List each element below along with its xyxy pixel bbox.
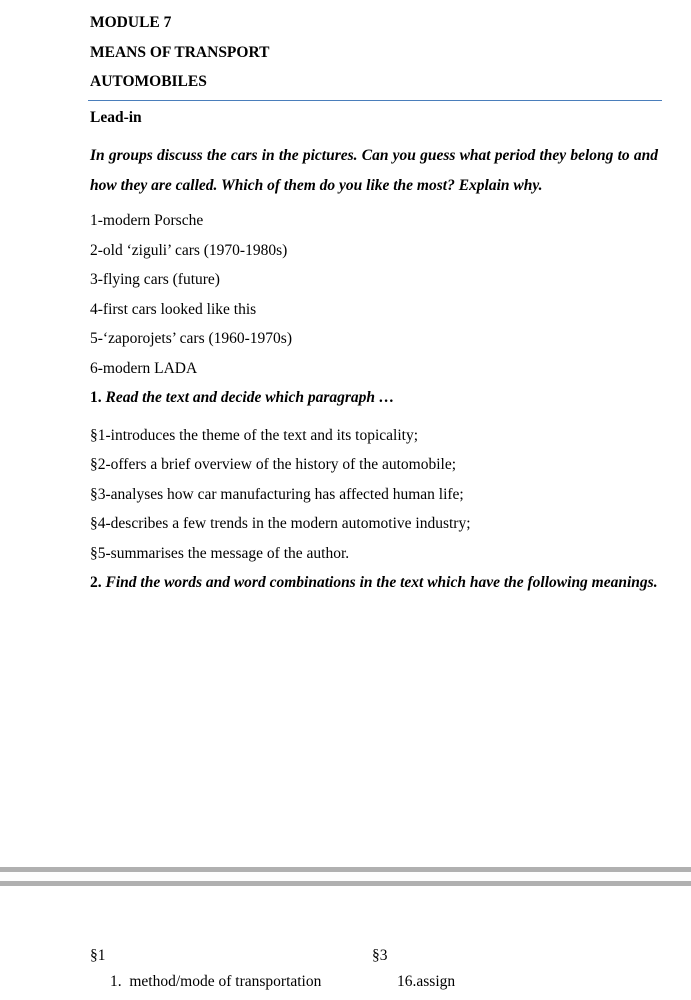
lead-in-heading: Lead-in bbox=[90, 108, 142, 126]
right-column bbox=[372, 943, 658, 995]
paragraph-list-item: §2-offers a brief overview of the history of the automobile; bbox=[90, 456, 457, 473]
means-of-transport-heading: MEANS OF TRANSPORT bbox=[90, 43, 270, 61]
right-column-item: 16.assign bbox=[397, 973, 456, 990]
intro-paragraph: In groups discuss the cars in the pictures. Can you guess what period they belong to and how they are called. Which of them do you like the most? Explain why. bbox=[90, 147, 658, 194]
page-break bbox=[0, 867, 691, 886]
car-list-item: 5-‘zaporojets’ cars (1960-1970s) bbox=[90, 330, 292, 347]
task-2-heading bbox=[90, 568, 658, 598]
page-2 bbox=[0, 886, 691, 1000]
left-column bbox=[90, 943, 372, 995]
section-divider bbox=[88, 100, 662, 101]
car-list-item: 1-modern Porsche bbox=[90, 212, 204, 229]
task-1-text: Read the text and decide which paragraph … bbox=[105, 389, 395, 406]
page-gap bbox=[0, 872, 691, 881]
car-list-item: 2-old ‘ziguli’ cars (1970-1980s) bbox=[90, 241, 288, 259]
task-1-heading bbox=[90, 383, 658, 413]
right-column-header: §3 bbox=[372, 947, 388, 964]
left-column-item: 1. method/mode of transportation bbox=[110, 973, 322, 990]
paragraph-list-item: §5-summarises the message of the author. bbox=[90, 544, 350, 562]
car-list-item: 4-first cars looked like this bbox=[90, 300, 257, 318]
car-list-item: 6-modern LADA bbox=[90, 359, 198, 377]
word-columns bbox=[90, 943, 658, 995]
task-2-text: Find the words and word combinations in the text which have the following meanings. bbox=[105, 574, 658, 591]
task-1-number: 1. bbox=[90, 389, 102, 406]
left-column-header: §1 bbox=[90, 947, 106, 964]
paragraph-function-list bbox=[90, 421, 658, 569]
paragraph-list-item: §1-introduces the theme of the text and its topicality; bbox=[90, 426, 418, 444]
module-heading: MODULE 7 bbox=[90, 14, 172, 31]
car-list bbox=[90, 206, 658, 383]
task-2-number: 2. bbox=[90, 574, 102, 591]
car-list-item: 3-flying cars (future) bbox=[90, 271, 220, 288]
paragraph-list-item: §3-analyses how car manufacturing has affected human life; bbox=[90, 485, 464, 503]
automobiles-heading: AUTOMOBILES bbox=[90, 73, 207, 90]
paragraph-list-item: §4-describes a few trends in the modern automotive industry; bbox=[90, 515, 471, 532]
